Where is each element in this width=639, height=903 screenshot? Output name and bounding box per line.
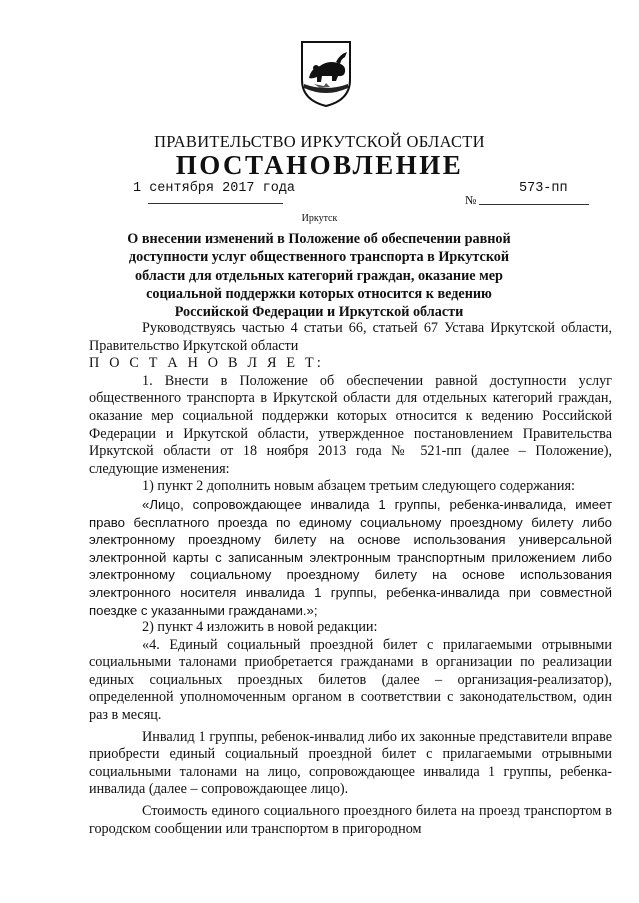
subitem-1: 1) пункт 2 дополнить новым абзацем третьим следующего содержания: — [142, 478, 575, 495]
quote-1: «Лицо, сопровождающее инвалида 1 группы, ребенка-инвалида, имеет право бесплатного проезда по единому социальному проездному билету либо электронному проездному билету на основе использования универсальной электронной карты с записанным электронным транспортным приложением либо электронному социальному проездному билету на основе использования электронного носителя инвалида 1 группы, ребенка-инвалида при совместной поездке с указанными гражданами.»; — [89, 496, 612, 618]
decree-word: П О С Т А Н О В Л Я Е Т: — [89, 355, 324, 372]
paragraph-4: «4. Единый социальный проездной билет с прилагаемыми отрывными социальными талонами приобретается гражданами в организации по реализации единых социальных проездных билетов (далее – организация-реализатор), определенной уполномоченным органом в соответствии с законодательством, один раз в месяц. — [89, 636, 612, 724]
paragraph-cost: Стоимость единого социального проездного билета на проезд транспортом в городском сообщении или транспортом в пригородном — [89, 803, 612, 837]
document-number: 573-пп — [519, 181, 568, 196]
number-sign: № — [465, 193, 477, 207]
subitem-2: 2) пункт 4 изложить в новой редакции: — [142, 619, 378, 636]
date-underline — [148, 203, 283, 204]
document-date: 1 сентября 2017 года — [133, 181, 296, 196]
document-type: ПОСТАНОВЛЕНИЕ — [175, 150, 464, 180]
city-name: Иркутск — [301, 213, 338, 224]
paragraph-companion: Инвалид 1 группы, ребенок-инвалид либо их законные представители вправе приобрести единый социальный проездной билет с прилагаемыми отрывными социальными талонами на лицо, сопровождающее инвалида 1 группы, ребенка-инвалида (далее – сопровождающее лицо). — [89, 728, 612, 798]
coat-of-arms-icon — [300, 40, 352, 108]
number-underline — [479, 204, 589, 205]
preamble: Руководствуясь частью 4 статьи 66, статьей 67 Устава Иркутской области, Правительство Иркутской области — [89, 320, 612, 354]
government-name: ПРАВИТЕЛЬСТВО ИРКУТСКОЙ ОБЛАСТИ — [154, 132, 485, 151]
document-body — [89, 320, 612, 838]
item-1: 1. Внести в Положение об обеспечении равной доступности услуг общественного транспорта в Иркутской области для отдельных категорий граждан, оказание мер социальной поддержки которых относится к ведению Российской Федерации и Иркутской области, утвержденное постановлением Правительства Иркутской области от 18 ноября 2013 года № 521-пп (далее – Положение), следующие изменения: — [89, 372, 612, 477]
document-heading: О внесении изменений в Положение об обеспечении равной доступности услуг общественного транспорта в Иркутской области для отдельных категорий граждан, оказание мер социальной поддержки которых относится к ведению Российской Федерации и Иркутской области — [127, 231, 511, 321]
